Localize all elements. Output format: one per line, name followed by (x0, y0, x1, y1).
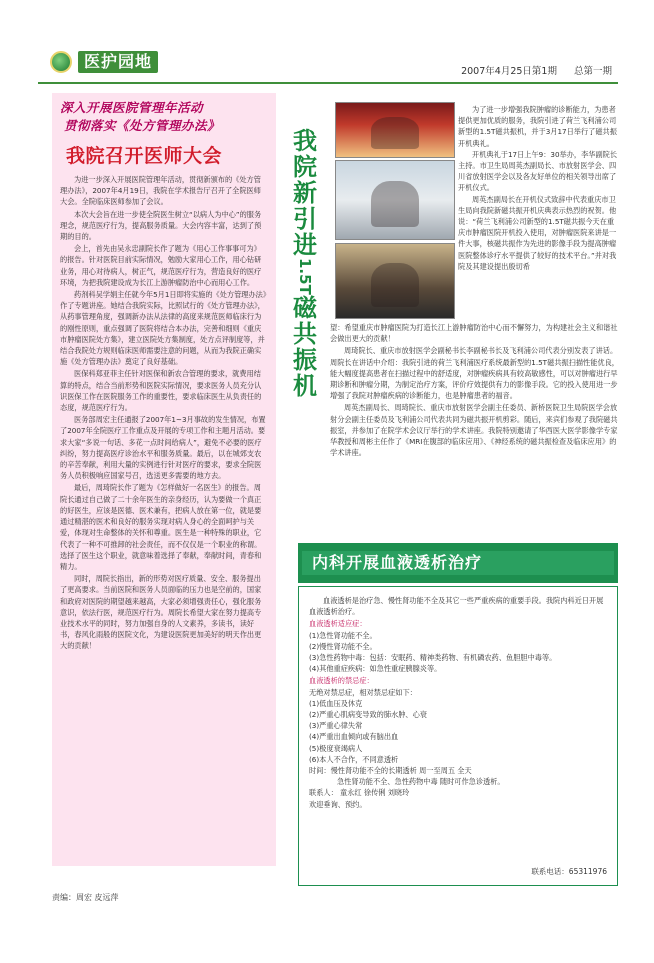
mri-machine-photo (335, 160, 455, 240)
paragraph: 会上，首先由吴永忠副院长作了题为《用心工作事事可为》的报告。针对医院目前实际情况，勉励大家用心工作，用心钻研业务，用心对待病人，树正气，规范医疗行为，营造良好的医疗环境，为把我院建设成为长江上游肿瘤防治中心而用心工作。 (60, 244, 262, 287)
contra-heading: 血液透析的禁忌症： (309, 676, 374, 686)
article-body (60, 174, 268, 652)
list-item: (2)严重心肌病变导致的肺水肿、心衰 (309, 710, 427, 720)
welcome: 欢迎垂询、预约。 (309, 799, 367, 809)
opening-ceremony-photo (335, 102, 455, 158)
list-item: (3)急性药物中毒：包括：安眠药、精神类药物、有机磷农药、鱼胆胆中毒等。 (309, 653, 557, 663)
title-char: 1.5T (296, 258, 314, 295)
paragraph: 为进一步深入开展医院管理年活动，贯彻新颁布的《处方管理办法》，2007年4月19日，我院在学术报告厅召开了全院医师大会。全院临床医师参加了会议。 (60, 175, 261, 207)
paragraph: 周琦院长、重庆市放射医学会副秘书长李副秘书长及飞利浦公司代表分别发表了讲话。周院长在讲话中介绍：我院引进的荷兰飞利浦医疗系统最新型的1.5T磁共振扫描性能优良，能大幅度提高患者在扫描过程中的舒适度，对肿瘤疾病具有较高敏感性，可以对肿瘤进行早期诊断和肿瘤分期，为制定治疗方案，评价疗效提供有力的影像手段。它的投入使用进一步增强了我院对肿瘤疾病的诊断能力，也是肿瘤患者的福音。 (330, 346, 619, 401)
title-char: 共 (293, 319, 317, 348)
title-char: 进 (293, 231, 317, 259)
title-char: 振 (293, 345, 317, 374)
contact-people: 联系人： 童永红 徐传俐 刘晓玲 (309, 788, 410, 798)
paragraph: 开机典礼于17日上午9：30举办，李华副院长主持。市卫生局周英杰副局长、市放射医学会、四川省放射医学会以及各友好单位的相关领导出席了开机仪式。 (458, 149, 618, 193)
list-item: (5)极度衰竭病人 (309, 743, 363, 753)
mri-article-bottom (330, 322, 620, 459)
paragraph: 医务部周宏主任通报了2007年1~3月事故的发生情况，布置了2007年全院医疗工作重点及开展的专项工作和主题月活动。要求大家“多说一句话、多花一点时间给病人”，避免不必要的医疗纠纷，努力提高医疗诊治水平和服务质量。最后，以在城郊支农的辛苦奉献，利用大量的实例进行针对医疗的要求，要求全院医务人员积极响应国家号召，选送更多需要的地方去。 (60, 415, 266, 481)
contra-intro: 无绝对禁忌症，相对禁忌症如下： (309, 687, 417, 697)
masthead-rule (38, 82, 618, 84)
paragraph: 本次大会旨在进一步使全院医生树立“以病人为中心”的服务理念，规范医疗行为，提高服务质量。大会内容丰富，达到了预期的目的。 (60, 209, 262, 242)
title-char: 新 (293, 179, 317, 207)
list-item: (1)急性肾功能不全。 (309, 630, 377, 640)
kicker-2: 贯彻落实《处方管理办法》 (64, 118, 221, 133)
masthead-title: 医护园地 (78, 51, 158, 73)
title-char: 引 (293, 205, 317, 233)
schedule: 时间：慢性肾功能不全的长期透析 周一至周五 全天 (309, 766, 472, 776)
issue-total: 总第一期 (573, 66, 612, 77)
title-char: 院 (293, 153, 317, 181)
paragraph: 同时，周院长指出，新的形势对医疗质量、安全、服务提出了更高要求。当前医院和医务人员面临的压力也是空前的，国家和政府对医院的期望越来越高，大家必须增强责任心，强化服务意识，依法行医，规范医疗行为。周院长希望大家在努力提高专业技术水平的同时，努力加强自身的人文素养，多读书，读好书，春风化雨般的医院文化，为建设医院更加美好的明天作出更大的贡献！ (60, 574, 262, 651)
contact-phone: 联系电话：65311976 (531, 867, 607, 876)
issue-line (447, 63, 612, 77)
guests-photo (335, 243, 455, 319)
masthead (38, 45, 618, 81)
title-char: 磁 (293, 293, 317, 322)
list-item: (4)其他重症疾病：如急性重症胰腺炎等。 (309, 664, 442, 674)
doctor-meeting-article (52, 93, 276, 866)
list-item: (4)严重出血倾向或有脑出血 (309, 732, 399, 742)
list-item: (3)严重心律失常 (309, 721, 363, 731)
kicker-1: 深入开展医院管理年活动 (60, 100, 204, 115)
schedule-2: 急性肾功能不全、急性药物中毒 随时可作急诊透析。 (337, 777, 505, 787)
paragraph: 周英杰副局长、周琦院长、重庆市放射医学会副主任委员、新桥医院卫生局院医学会放射分会副主任委员及飞利浦公司代表共同为磁共振开机剪彩。随后，来宾们参观了我院磁共振室，并参加了在院学术会议厅举行的学术讲座。我院特别邀请了华西医大医学影像学专家华教授和周彬主任作了《MRI在腹部的临床应用》、《神经系统的磁共振检查及临床应用》的学术讲座。 (330, 403, 618, 458)
paragraph: 医保科郑亚菲主任针对医保和新农合管理的要求，就费用结算的特点，结合当前形势和医院实际情况，要求医务人员充分认识医保工作在医院服务工作的重要性，要求临床医生从负责任的态度，规范医疗行为。 (60, 369, 262, 413)
list-item: (1)低血压及休克 (309, 698, 363, 708)
paragraph: 为了进一步增强我院肿瘤的诊断能力，为患者提供更加优质的服务，我院引进了荷兰飞利浦公司新型的1.5T磁共振机，并于3月17日举行了磁共振开机典礼。 (458, 105, 617, 148)
dialysis-intro: 血液透析是治疗急、慢性肾功能不全及其它一些严重疾病的重要手段。我院内科近日开展血液透析治疗。 (309, 596, 604, 617)
dialysis-title: 内科开展血液透析治疗 (302, 551, 614, 575)
list-item: (2)慢性肾功能不全。 (309, 641, 377, 651)
title-char: 我 (293, 127, 317, 155)
title-char: 机 (293, 371, 317, 400)
paragraph: 最后，周琦院长作了题为《怎样做好一名医生》的报告。周院长通过自己做了二十余年医生的亲身经历，认为要做一个真正的好医生，应该是医德、医术兼有，把病人放在第一位，就是要通过精湛的医术和良好的服务实现对病人身心的全面呵护与关爱，体现对生命整体的关怀和尊重。医生是一种特殊的职业，它代表了一种不可推卸的社会责任，而不仅仅是一个职业的称谓。选择了医生这个职业，就意味着选择了奉献，奉献时间，青春和精力。 (60, 483, 262, 571)
footer-editors: 责编：周宏 皮远萍 (52, 893, 119, 902)
mri-vertical-title (285, 128, 325, 399)
paragraph: 周英杰副局长在开机仪式致辞中代表重庆市卫生局向我院新磁共振开机庆典表示热烈的祝贺。他说：“荷兰飞利浦公司新型的1.5T磁共振今天在重庆市肿瘤医院开机投入使用，对肿瘤医院来讲是一件大事，核磁共振作为先进的影像手段为提高肿瘤医院整体诊疗水平提供了较好的技术平台。”并对我院及其建设提出殷切希 (458, 194, 617, 271)
list-item: (6)本人不合作，不同意透析 (309, 754, 399, 764)
paragraph: 药剂科吴学娟主任就今年5月1日即将实施的《处方管理办法》作了专题讲座。她结合我院实际，比照试行的《处方管理办法》，从药事管理角度，强调新办法从法律的高度来规范医师临床行为的刚性原则，重点强调了医院将结合本办法，完善和细则《重庆市肿瘤医院处方集》，建立医院处方集制度，处方点评制度等，并结合我院处方规则临床医师需要注意的问题，从而为我院正确实施《处方管理办法》奠定了良好基础。 (60, 290, 267, 367)
mri-article-top (458, 104, 618, 272)
indications-heading: 血液透析适应症： (309, 619, 367, 629)
paragraph: 望：希望重庆市肿瘤医院为打造长江上游肿瘤防治中心而不懈努力，为构建社会主义和谐社会做出更大的贡献！ (330, 323, 618, 344)
hospital-logo-icon (50, 51, 72, 73)
dialysis-banner (298, 543, 618, 583)
article-headline: 我院召开医师大会 (66, 145, 223, 167)
issue-date: 2007年4月25日第1期 (461, 66, 557, 77)
dialysis-box (298, 586, 618, 886)
